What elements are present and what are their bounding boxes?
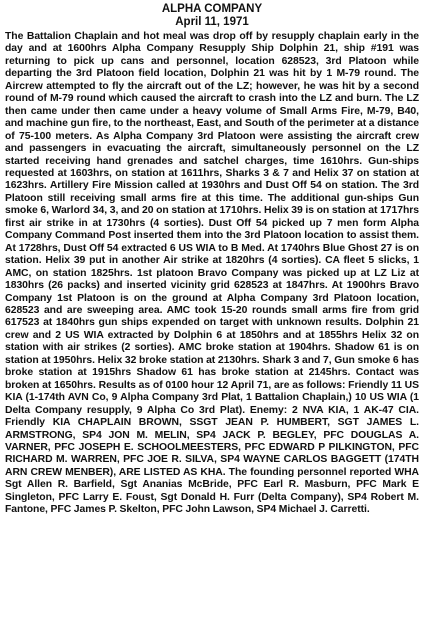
- document-body: The Battalion Chaplain and hot meal was drop off by resupply chaplain early in the day and at 1600hrs Alpha Company Resupply Ship Dolphin 21, ship #191 was returning to pick up cans and personnel, location 628523, 3rd Platoon while departing the 3rd Platoon field location, Dolphin 21 was hit by 1 M-79 round. The Aircrew attempted to fly the aircraft out of the LZ; however, he was hit by a second round of M-79 round which caused the aircraft to crash into the LZ and burn. The LZ then came under then came under a heavy volume of Small Arms Fire, M-79, B40, and machine gun fire, to the northeast, East, and South of the perimeter at a distance of 75-100 meters. As Alpha Company 3rd Platoon were assisting the aircraft crew and passengers in evacuating the aircraft, simultaneously personnel on the LZ started receiving hand grenades and satchel charges, time 1610hrs. Gun-ships requested at 1603hrs, on station at 1611hrs, Sharks 3 & 7 and Helix 37 on station at 1623hrs. Artillery Fire Mission called at 1930hrs and Dust Off 54 on station. The 3rd Platoon still receiving small arms fire at this time. The additional gun-ships Gun smoke 6, Warlord 34, 3, and 20 on station at 1710hrs. Helix 39 is on station at 1717hrs first air strike in at 1730hrs (4 sorties). Dust Off 54 picked up 7 men form Alpha Company Command Post inserted them into the 3rd Platoon location to assist them. At 1728hrs, Dust Off 54 extracted 6 US WIA to B Med. At 1740hrs Blue Ghost 27 is on station. Helix 39 put in another Air strike at 1820hrs (4 sorties). CA fleet 5 slicks, 1 AMC, on station 1825hrs. 1st platoon Bravo Company was picked up at LZ Liz at 1830hrs (26 packs) and inserted vicinity grid 628523 at 1847hrs. At 1900hrs Bravo Company 1st Platoon is on the ground at Alpha Company 3rd Platoon location, 628523 and are sweeping area. AMC took 15-20 rounds small arms fire from grid 617523 at 1840hrs gun ships expended on target with unknown results. Dolphin 21 crew and 2 US WIA extracted by Dolphin 6 at 1850hrs and at 1855hrs Helix 32 on station with air strikes (2 sorties). AMC broke station at 1904hrs. Shadow 61 is on station at 1950hrs. Helix 32 broke station at 2130hrs. Shark 3 and 7, Gun smoke 6 has broke station at 1915hrs Shadow 61 has broke station at 2145hrs. Contact was broken at 1650hrs. Results as of 0100 hour 12 April 71, are as follows: Friendly 11 US KIA (1-174th AVN Co, 9 Alpha Company 3rd Plat, 1 Battalion Chaplain,) 10 US WIA (1 Delta Company resupply, 9 Alpha Co 3rd Plat). Enemy: 2 NVA KIA, 1 AK-47 CIA. Friendly KIA CHAPLAIN BROWN, SSGT JEAN P. HUMBERT, SGT JAMES L. ARMSTRONG, SP4 JON M. MELIN, SP4 JACK P. BEGLEY, PFC DOUGLAS A. VARNER, PFC JOSEPH E. SCHOOLMEESTERS, PFC EDWARD P PILKINGTON, PFC RICHARD M. WARREN, PFC JOE R. SILVA, SP4 WAYNE CARLOS BAGGETT (174TH ARN CREW MENBER), ARE LISTED AS KHA. The founding personnel reported WHA Sgt Allen R. Barfield, Sgt Ananias McBride, PFC Earl R. Masburn, PFC Mark E Singleton, PFC Larry E. Foust, Sgt Donald H. Furr (Delta Company), SP4 Robert M. Fantone, PFC James P. Skelton, PFC John Lawson, SP4 Michael J. Carretti.: [5, 31, 419, 516]
- document-date: April 11, 1971: [175, 16, 249, 28]
- document-title: ALPHA COMPANY: [161, 3, 263, 15]
